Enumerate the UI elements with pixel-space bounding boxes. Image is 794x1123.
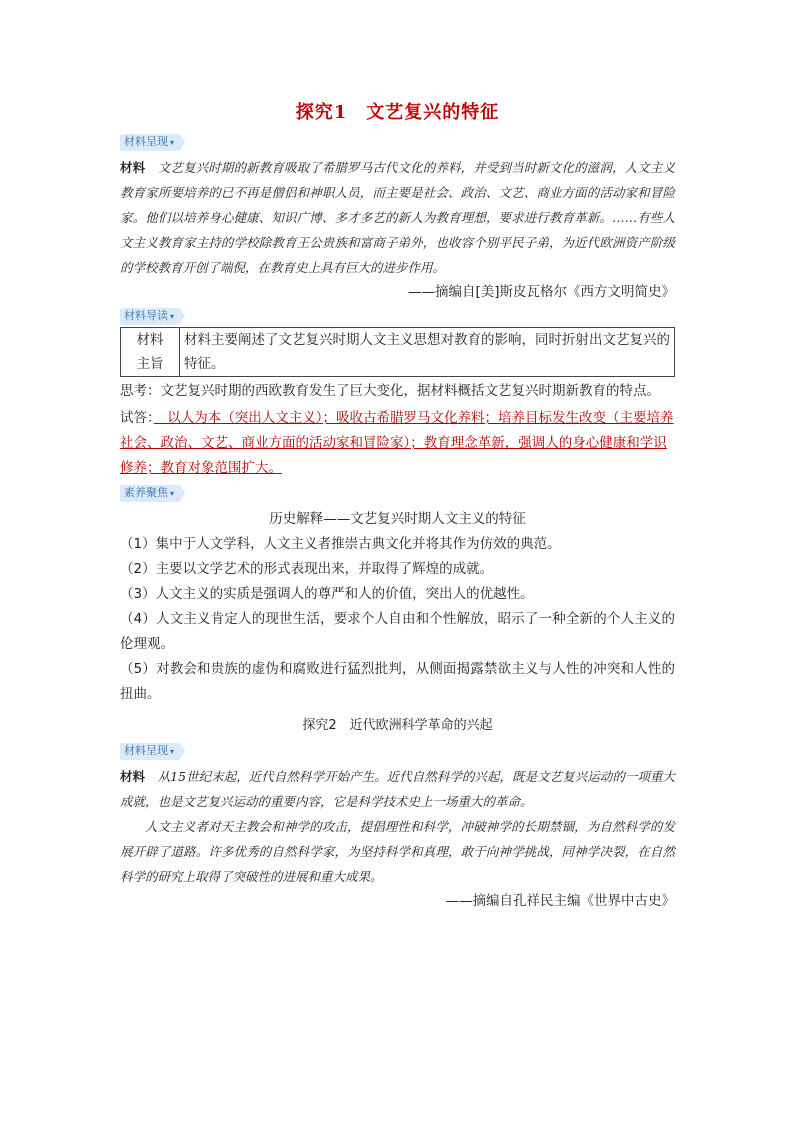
- material2-text-2: 人文主义者对天主教会和神学的攻击，提倡理性和科学，冲破神学的长期禁锢，为自然科学的发展开辟了道路。许多优秀的自然科学家，为坚持科学和真理，敢于向神学挑战，同神学决裂，在自然科学的研究上取得了突破性的进展和重大成果。: [120, 819, 675, 884]
- tag-arrow-icon: ▾: [170, 747, 175, 756]
- material2-source: ——摘编自孔祥民主编《世界中古史》: [445, 893, 675, 909]
- question-text: 思考：文艺复兴时期的西欧教育发生了巨大变化，据材料概括文艺复兴时期新教育的特点。: [120, 383, 660, 399]
- material-tag-2-label: 材料呈现: [124, 744, 168, 757]
- material-source: ——摘编自[美]斯皮瓦格尔《西方文明简史》: [407, 284, 675, 300]
- guide-tag: [120, 308, 180, 325]
- material2-lead: 材料: [120, 769, 146, 784]
- material-text: 文艺复兴时期的新教育吸取了希腊罗马古代文化的养料，并受到当时新文化的滋润，人文主义教育家所要培养的已不再是僧侣和神职人员，而主要是社会、政治、文艺、商业方面的活动家和冒险家。他们以培养身心健康、知识广博、多才多艺的新人为教育理想，要求进行教育革新。……有些人文主义教育家主持的学校除教育王公贵族和富商子弟外，也收容个别平民子弟，为近代欧洲资产阶级的学校教育开创了端倪，在教育史上具有巨大的进步作用。: [120, 160, 675, 275]
- answer-text: 以人为本（突出人文主义）；吸收古希腊罗马文化养料；培养目标发生改变（主要培养社会、政治、文艺、商业方面的活动家和冒险家）；教育理念革新，强调人的身心健康和学识修养；教育对象范围扩大。: [120, 410, 674, 476]
- focus-point-5: （5）对教会和贵族的虚伪和腐败进行猛烈批判，从侧面揭露禁欲主义与人性的冲突和人性的扭曲。: [120, 661, 675, 702]
- section1-title: 探究1 文艺复兴的特征: [295, 102, 500, 123]
- guide-key-2: 主旨: [136, 356, 164, 372]
- guide-text: 材料主要阐述了文艺复兴时期人文主义思想对教育的影响，同时折射出文艺复兴的特征。: [180, 328, 675, 377]
- focus-tag: [120, 485, 180, 502]
- material2-text-1: 从15世纪末起，近代自然科学开始产生。近代自然科学的兴起，既是文艺复兴运动的一项重大成就，也是文艺复兴运动的重要内容，它是科学技术史上一场重大的革命。: [120, 769, 675, 809]
- section2-title: 探究2 近代欧洲科学革命的兴起: [302, 718, 493, 733]
- guide-key: [121, 328, 180, 377]
- focus-point-4: （4）人文主义肯定人的现世生活，要求个人自由和个性解放，昭示了一种全新的个人主义的伦理观。: [120, 611, 675, 652]
- material-tag-label: 材料呈现: [124, 135, 168, 148]
- guide-key-1: 材料: [136, 332, 164, 348]
- material-tag: [120, 134, 180, 151]
- focus-point-3: （3）人文主义的实质是强调人的尊严和人的价值，突出人的优越性。: [120, 586, 534, 602]
- focus-tag-label: 素养聚焦: [124, 486, 168, 499]
- tag-arrow-icon: ▾: [170, 138, 175, 147]
- material-tag-2: [120, 743, 180, 760]
- focus-point-1: （1）集中于人文学科，人文主义者推崇古典文化并将其作为仿效的典范。: [120, 536, 561, 552]
- answer-lead: 试答：: [120, 410, 154, 426]
- material2-paragraph-1: [120, 764, 675, 814]
- focus-title: 历史解释——文艺复兴时期人文主义的特征: [269, 511, 526, 527]
- material-lead: 材料: [120, 160, 146, 175]
- material-paragraph: [120, 155, 675, 280]
- material2-paragraph-2: [120, 814, 675, 889]
- focus-point-2: （2）主要以文学艺术的形式表现出来，并取得了辉煌的成就。: [120, 561, 494, 577]
- guide-table: [120, 327, 675, 377]
- tag-arrow-icon: ▾: [170, 312, 175, 321]
- document-page: [120, 0, 675, 913]
- tag-arrow-icon: ▾: [170, 489, 175, 498]
- guide-tag-label: 材料导读: [124, 309, 168, 322]
- answer-paragraph: [120, 406, 675, 481]
